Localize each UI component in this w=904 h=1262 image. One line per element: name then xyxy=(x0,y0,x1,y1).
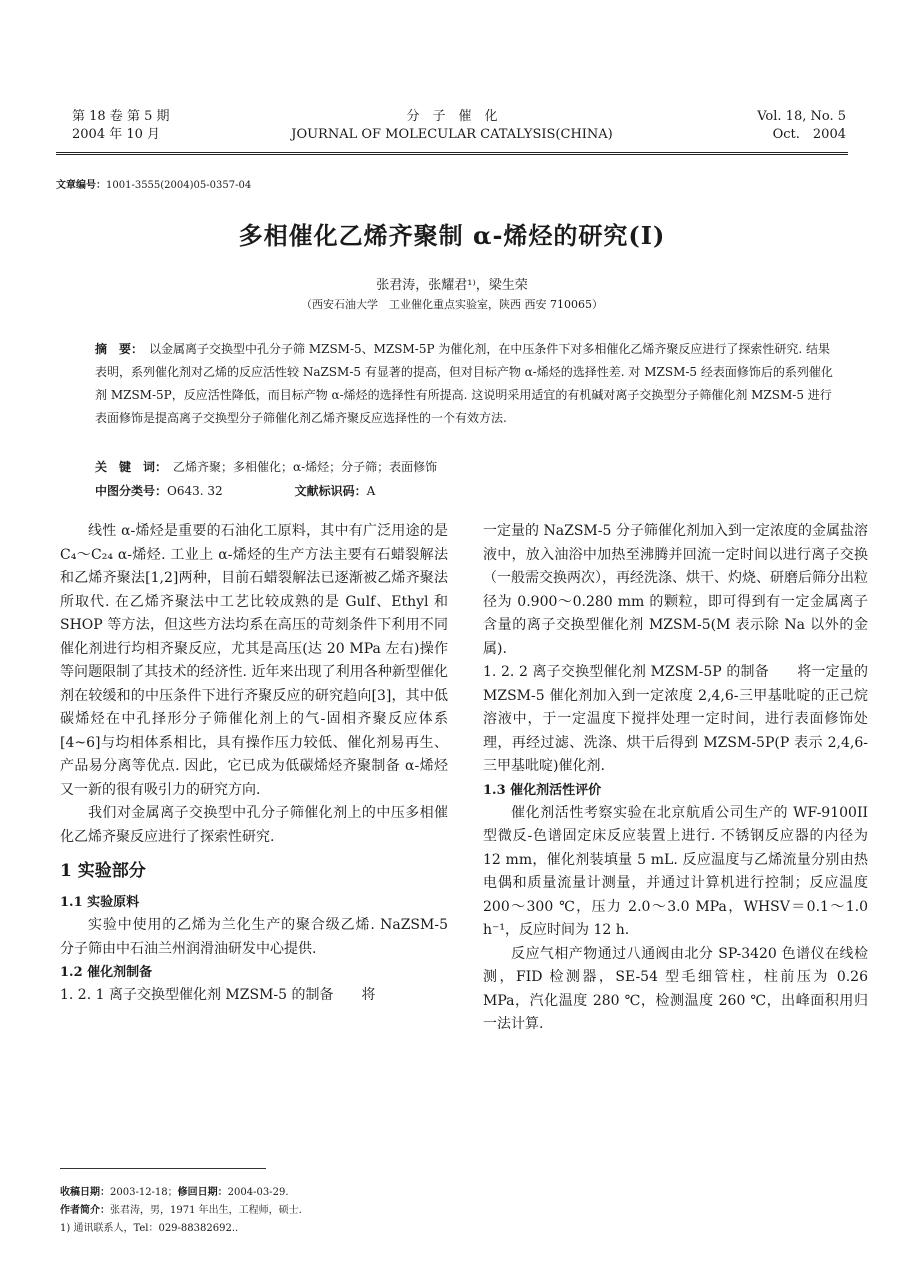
footnote-rule xyxy=(60,1168,266,1169)
bio-text: 张君涛，男，1971 年出生，工程师，硕士. xyxy=(110,1205,302,1216)
section-1-3-heading: 1.3 催化剂活性评价 xyxy=(483,782,602,798)
authors: 张君涛，张耀君¹⁾，梁生荣 xyxy=(376,278,528,293)
header-rule xyxy=(56,152,848,157)
section-1-1-heading: 1.1 实验原料 xyxy=(60,895,140,910)
article-number-value: 1001-3555(2004)05-0357-04 xyxy=(106,180,252,191)
revised-label: 修回日期： xyxy=(177,1187,228,1198)
abstract xyxy=(95,338,833,430)
left-column xyxy=(60,520,448,1008)
keywords xyxy=(95,456,833,478)
classification xyxy=(95,480,375,502)
footnote-dates xyxy=(60,1186,289,1200)
journal-volume-en xyxy=(757,108,846,144)
clc-value: O643. 32 xyxy=(167,484,223,498)
footnote-author-bio xyxy=(60,1204,302,1218)
volume-en: Vol. 18, No. 5 xyxy=(757,109,846,124)
date-en: Oct. 2004 xyxy=(772,127,846,142)
revised-date: 2004-03-29. xyxy=(227,1187,289,1198)
section-1-2-2-text: 1. 2. 2 离子交换型催化剂 MZSM-5P 的制备 将一定量的 MZSM-5 催化剂加入到一定浓度 2,4,6-三甲基吡啶的正己烷溶液中，于一定温度下搅拌处理一定时间，进行表面修饰处理，再经过滤、洗涤、烘干后得到 MZSM-5P(P 表示 2,4,6-三甲基吡啶)催化剂. xyxy=(483,664,868,774)
affiliation: （西安石油大学 工业催化重点实验室，陕西 西安 710065） xyxy=(301,298,603,311)
abstract-label: 摘 要： xyxy=(95,342,144,356)
section-1-2-heading: 1.2 催化剂制备 xyxy=(60,965,153,980)
doc-code-value: A xyxy=(366,484,376,498)
received-date: 2003-12-18； xyxy=(110,1187,178,1198)
section-1-2-1-continued: 一定量的 NaZSM-5 分子筛催化剂加入到一定浓度的金属盐溶液中，放入油浴中加热至沸腾并回流一定时间以进行离子交换（一般需交换两次），再经洗涤、烘干、灼烧、研磨后筛分出粒径为 0.900～0.280 mm 的颗粒，即可得到有一定金属离子含量的离子交换型催化剂 MZSM-5(M 表示除 Na 以外的金属). xyxy=(483,523,868,657)
bio-label: 作者简介： xyxy=(60,1205,110,1216)
keywords-text: 乙烯齐聚；多相催化；α-烯烃；分子筛；表面修饰 xyxy=(173,460,438,474)
issue-date: 2004 年 10 月 xyxy=(72,127,161,142)
footnote-contact: 1) 通讯联系人，Tel：029-88382692.. xyxy=(60,1223,239,1234)
journal-name-cn: 分 子 催 化 xyxy=(406,109,498,124)
article-number-label: 文章编号： xyxy=(56,180,106,191)
section-1-heading: 1 实验部分 xyxy=(60,861,146,881)
received-label: 收稿日期： xyxy=(60,1187,110,1198)
clc-label: 中图分类号： xyxy=(95,484,168,498)
section-1-2-1-text: 1. 2. 1 离子交换型催化剂 MZSM-5 的制备 将 xyxy=(60,987,376,1003)
section-1-3-paragraph-2: 反应气相产物通过八通阀由北分 SP-3420 色谱仪在线检测，FID 检测器，SE-54 型毛细管柱，柱前压为 0.26 MPa，汽化温度 280 ℃，检测温度 260 ℃，出峰面积用归一法计算. xyxy=(483,945,868,1032)
keywords-label: 关 键 词： xyxy=(95,460,168,474)
doc-code-label: 文献标识码： xyxy=(294,484,367,498)
right-column xyxy=(483,520,868,1037)
journal-name-en: JOURNAL OF MOLECULAR CATALYSIS(CHINA) xyxy=(291,127,613,142)
volume-issue: 第 18 卷 第 5 期 xyxy=(72,109,170,124)
intro-paragraph-1: 线性 α-烯烃是重要的石油化工原料，其中有广泛用途的是 C₄～C₂₄ α-烯烃. 工业上 α-烯烃的生产方法主要有石蜡裂解法和乙烯齐聚法[1,2]两种，目前石蜡裂解法已逐渐被乙烯齐聚法所取代. 在乙烯齐聚法中工艺比较成熟的是 Gulf、Ethyl 和 SHOP 等方法，但这些方法均系在高压的苛刻条件下利用不同催化剂进行均相齐聚反应，尤其是高压(达 20 MPa 左右)操作等问题限制了其技术的经济性. 近年来出现了利用各种新型催化剂在较缓和的中压条件下进行齐聚反应的研究趋向[3]，其中低碳烯烃在中孔择形分子筛催化剂上的气-固相齐聚反应体系[4~6]与均相体系相比，具有操作压力较低、催化剂易再生、产品易分离等优点. 因此，它已成为低碳烯烃齐聚制备 α-烯烃又一新的很有吸引力的研究方向. xyxy=(60,523,448,798)
intro-paragraph-2: 我们对金属离子交换型中孔分子筛催化剂上的中压多相催化乙烯齐聚反应进行了探索性研究. xyxy=(60,805,448,845)
paper-title: 多相催化乙烯齐聚制 α-烯烃的研究(I) xyxy=(238,221,666,250)
article-number xyxy=(56,176,251,191)
section-1-3-paragraph-1: 催化剂活性考察实验在北京航盾公司生产的 WF-9100II 型微反-色谱固定床反应装置上进行. 不锈钢反应器的内径为 12 mm，催化剂装填量 5 mL. 反应温度与乙烯流量分别由热电偶和质量流量计测量，并通过计算机进行控制；反应温度 200～300 ℃，压力 2.0～3.0 MPa，WHSV＝0.1～1.0 h⁻¹，反应时间为 12 h. xyxy=(483,804,868,938)
section-1-1-text: 实验中使用的乙烯为兰化生产的聚合级乙烯. NaZSM-5 分子筛由中石油兰州润滑油研发中心提供. xyxy=(60,917,448,957)
abstract-text: 以金属离子交换型中孔分子筛 MZSM-5、MZSM-5P 为催化剂，在中压条件下对多相催化乙烯齐聚反应进行了探索性研究. 结果表明，系列催化剂对乙烯的反应活性较 NaZSM-5 有显著的提高，但对目标产物 α-烯烃的选择性差. 对 MZSM-5 经表面修饰后的系列催化剂 MZSM-5P，反应活性降低，而目标产物 α-烯烃的选择性有所提高. 这说明采用适宜的有机碱对离子交换型分子筛催化剂 MZSM-5 进行表面修饰是提高离子交换型分子筛催化剂乙烯齐聚反应选择性的一个有效方法. xyxy=(95,342,833,425)
